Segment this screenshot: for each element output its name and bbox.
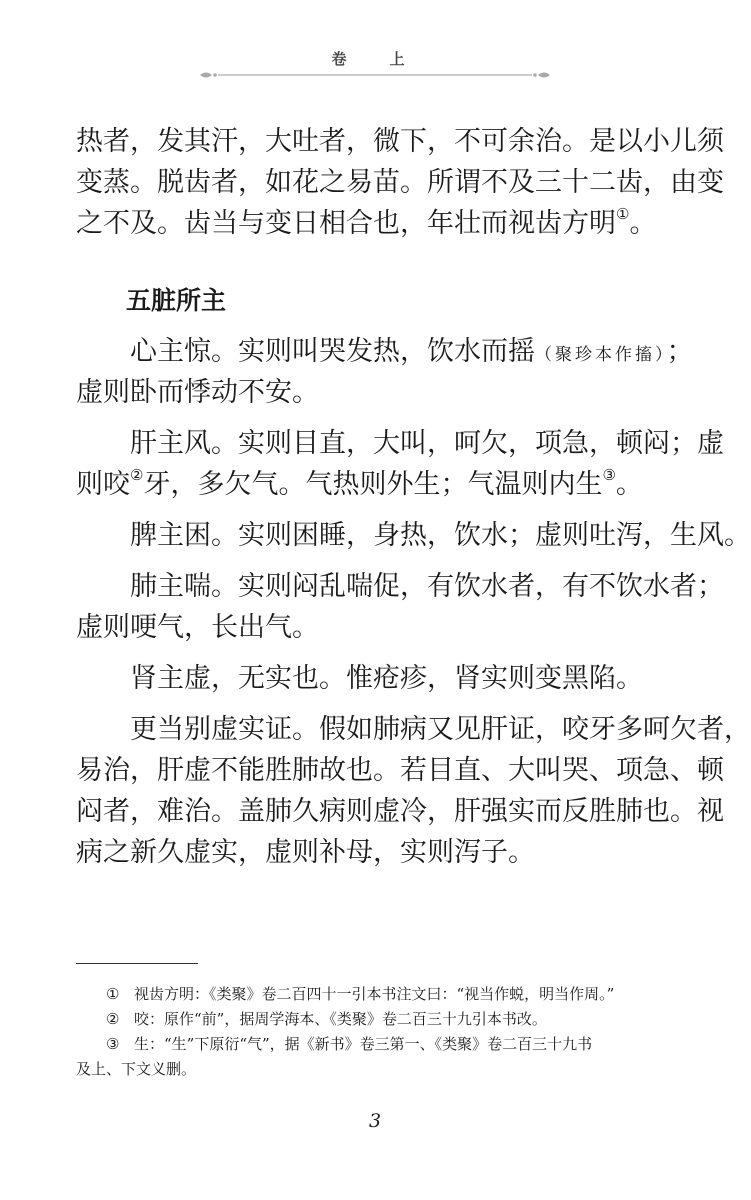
text-line: 脾主困。实则困睡，身热，饮水；虚则吐泻，生风。 — [130, 520, 751, 551]
text-line — [76, 203, 682, 244]
paragraph-heart — [76, 331, 694, 413]
section-heading: 五脏所主 — [126, 286, 227, 315]
text-line: 肝主风。实则目直，大叫，呵欠，项急，顿闷；虚 — [130, 428, 724, 459]
footnote-2 — [76, 1007, 682, 1032]
footnote-marker: ③ — [106, 1035, 120, 1053]
footnote-text: 生：“生”下原衍“气”，据《新书》卷三第一、《类聚》卷二百三十九书 — [134, 1035, 593, 1053]
paragraph-spleen — [76, 515, 751, 556]
text-run: ； — [666, 336, 694, 367]
text-run: 心主惊。实则叫哭发热，饮水而摇 — [130, 336, 535, 367]
footnote-marker: ② — [106, 1010, 120, 1028]
running-header: 卷 上 — [331, 50, 419, 68]
text-line: 病之新久虚实，虚则补母，实则泻子。 — [76, 837, 535, 868]
footnote-marker: ① — [106, 985, 120, 1003]
footnote-3-continuation: 及上、下文义删。 — [76, 1060, 197, 1078]
footnote-1 — [76, 982, 682, 1007]
footnote-ref-2[interactable]: ② — [130, 466, 144, 484]
text-line: 更当别虚实证。假如肺病又见肝证，咬牙多呵欠者， — [130, 714, 751, 745]
text-line: 肾主虚，无实也。惟疮疹，肾实则变黑陷。 — [130, 663, 643, 694]
footnote-text: 咬：原作“前”，据周学海本、《类聚》卷二百三十九引本书改。 — [134, 1010, 547, 1028]
paragraph-lung — [76, 566, 724, 648]
text-run: 。 — [629, 208, 657, 239]
paragraph-deficiency-excess — [76, 709, 751, 873]
text-line — [76, 331, 694, 372]
header-ornament-rule — [200, 70, 550, 80]
text-run: 。 — [615, 469, 643, 500]
text-run: 之不及。齿当与变日相合也，年壮而视齿方明 — [76, 208, 616, 239]
paragraph-continued — [76, 121, 724, 244]
text-run: 则咬 — [76, 469, 130, 500]
footnotes — [76, 982, 682, 1082]
editorial-note: （聚珍本作搐） — [535, 345, 667, 365]
footnote-ref-1[interactable]: ① — [616, 205, 630, 223]
text-line — [76, 464, 682, 505]
footnote-3 — [76, 1032, 682, 1057]
text-line: 闷者，难治。盖肺久病则虚冷，肝强实而反胜肺也。视 — [76, 796, 724, 827]
text-line: 虚则卧而悸动不安。 — [76, 377, 319, 408]
text-line: 变蒸。脱齿者，如花之易苗。所谓不及三十二齿，由变 — [76, 167, 724, 198]
text-line: 热者，发其汗，大吐者，微下，不可余治。是以小儿须 — [76, 126, 724, 157]
footnote-divider — [76, 963, 198, 964]
main-text — [76, 121, 751, 873]
text-run: 牙，多欠气。气热则外生；气温则内生 — [143, 469, 603, 500]
paragraph-kidney — [76, 658, 682, 699]
page-number: 3 — [368, 1110, 382, 1132]
text-line: 虚则哽气，长出气。 — [76, 612, 319, 643]
footnote-text: 视齿方明：《类聚》卷二百四十一引本书注文曰：“视当作蜕，明当作周。” — [134, 985, 615, 1003]
paragraph-liver — [76, 423, 724, 505]
text-line: 肺主喘。实则闷乱喘促，有饮水者，有不饮水者； — [130, 571, 724, 602]
footnote-ref-3[interactable]: ③ — [602, 466, 616, 484]
text-line: 易治，肝虚不能胜肺故也。若目直、大叫哭、项急、顿 — [76, 755, 724, 786]
